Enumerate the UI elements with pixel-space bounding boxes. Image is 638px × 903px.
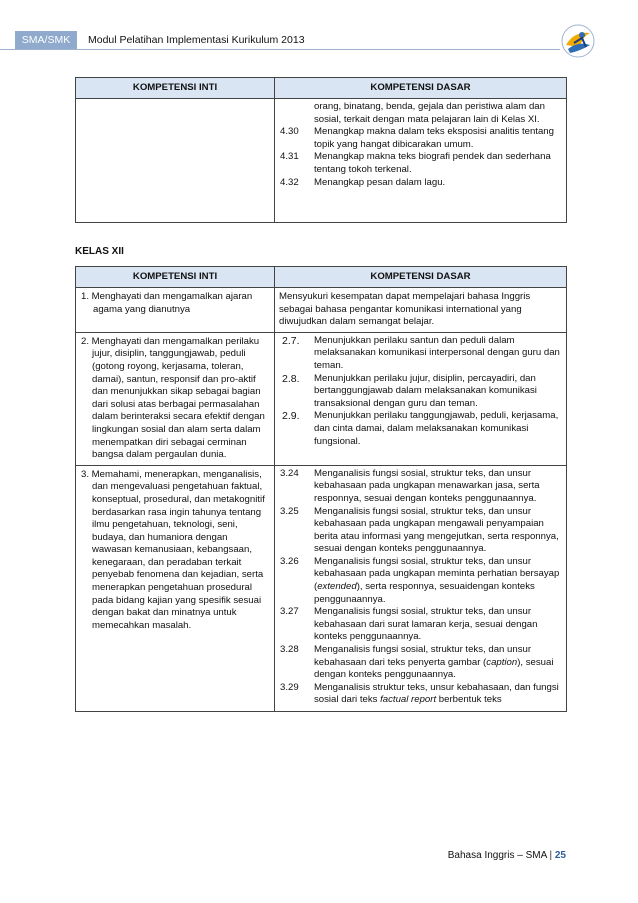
kd-text: Menganalisis fungsi sosial, struktur teks, dan unsur kebahasaan pada ungkapan mengawali penyampaian berita atau informasi yang mengejutkan, serta responnya, sesuai dengan konteks penggunaannya. <box>314 505 559 555</box>
kd-number: 2.8. <box>282 372 300 385</box>
kd-text: Menunjukkan perilaku jujur, disiplin, percayadiri, dan bertanggungjawab dalam melaksanakan komunikasi transaksional dengan guru dan teman. <box>314 372 537 409</box>
kd-number: 3.29 <box>280 681 299 693</box>
kd-text: Menunjukkan perilaku santun dan peduli dalam melaksanakan komunikasi interpersonal dengan guru dan teman. <box>314 334 560 371</box>
kd-number: 3.28 <box>280 644 299 656</box>
section-heading-kelas: KELAS XII <box>75 246 124 257</box>
column-header-kd: KOMPETENSI DASAR <box>275 78 567 99</box>
ki-cell-empty <box>76 99 275 223</box>
kd-cell-2 <box>275 332 567 465</box>
competency-table-kelas-xii <box>75 266 567 712</box>
kd-text: Menganalisis fungsi sosial, struktur teks, dan unsur kebahasaan dari teks penyerta gambar (caption), sesuai dengan konteks penggunaannya. <box>314 644 554 681</box>
kd-item <box>279 410 562 448</box>
kd-item <box>279 506 562 556</box>
kd-item <box>279 644 562 682</box>
kd-cell-1: Mensyukuri kesempatan dapat mempelajari bahasa Inggris sebagai bahasa pengantar komunikasi international yang diwujudkan dalam semangat belajar. <box>275 288 567 333</box>
kd-text: Menangkap pesan dalam lagu. <box>314 176 446 188</box>
ki-cell-1: 1. Menghayati dan mengamalkan ajaran agama yang dianutnya <box>76 288 275 333</box>
kd-item <box>279 177 562 190</box>
kd-number: 3.25 <box>280 505 299 517</box>
header-tag: SMA/SMK <box>15 31 77 49</box>
ministry-logo-icon <box>560 23 596 59</box>
column-header-ki: KOMPETENSI INTI <box>76 78 275 99</box>
kd-item <box>279 151 562 176</box>
kd-item <box>279 373 562 411</box>
kd-text: Menangkap makna teks biografi pendek dan sederhana tentang tokoh terkenal. <box>314 151 551 175</box>
page-footer <box>420 850 566 861</box>
ki-cell-3: 3. Memahami, menerapkan, menganalisis, dan mengevaluasi pengetahuan faktual, konseptual, prosedural, dan metakognitif berdasarkan rasa ingin tahunya tentang ilmu pengetahuan, teknologi, seni, budaya, dan humaniora dengan wawasan kemanusiaan, kebangsaan, kenegaraan, dan peradaban terkait penyebab fenomena dan kejadian, serta menerapkan pengetahuan prosedural pada bidang kajian yang spesifik sesuai dengan bakat dan minatnya untuk memecahkan masalah. <box>76 465 275 711</box>
footer-text: Bahasa Inggris – SMA <box>447 850 547 861</box>
header-rule <box>0 49 560 50</box>
column-header-ki: KOMPETENSI INTI <box>76 267 275 288</box>
kd-item <box>279 126 562 151</box>
header-title: Modul Pelatihan Implementasi Kurikulum 2013 <box>88 34 305 46</box>
column-header-kd: KOMPETENSI DASAR <box>275 267 567 288</box>
competency-table-continued <box>75 77 567 223</box>
kd-number: 2.7. <box>282 334 300 347</box>
kd-cell-3 <box>275 465 567 711</box>
kd-number: 4.32 <box>280 176 299 188</box>
kd-text: Menganalisis fungsi sosial, struktur teks, dan unsur kebahasaan pada ungkapan menawarkan jasa, serta responnya, sesuai dengan konteks penggunaannya. <box>314 467 540 504</box>
kd-text: Menangkap makna dalam teks eksposisi analitis tentang topik yang hangat dibicarakan umum. <box>314 126 554 150</box>
kd-text: Menganalisis struktur teks, unsur kebahasaan, dan fungsi sosial dari teks factual report berbentuk teks <box>314 681 559 706</box>
kd-item <box>279 335 562 373</box>
kd-number: 3.26 <box>280 555 299 567</box>
kd-number: 3.27 <box>280 606 299 618</box>
kd-number: 4.31 <box>280 151 299 163</box>
kd-text: Menganalisis fungsi sosial, struktur teks, dan unsur kebahasaan pada ungkapan meminta perhatian bersayap (extended), serta responnya, sesuaidengan konteks penggunaannya. <box>314 555 560 605</box>
kd-number: 4.30 <box>280 126 299 138</box>
kd-cell <box>275 99 567 223</box>
kd-continuation: orang, binatang, benda, gejala dan peristiwa alam dan sosial, terkait dengan mata pelajaran lain di Kelas XI. <box>314 101 545 125</box>
kd-text: Menganalisis fungsi sosial, struktur teks, dan unsur kebahasaan dari surat lamaran kerja, sesuai dengan konteks penggunaannya. <box>314 606 538 643</box>
kd-number: 3.24 <box>280 467 299 479</box>
kd-text: Menunjukkan perilaku tanggungjawab, peduli, kerjasama, dan cinta damai, dalam melaksanakan komunikasi fungsional. <box>314 410 559 447</box>
kd-item <box>279 556 562 606</box>
footer-separator: | <box>549 850 553 861</box>
page-header <box>0 27 638 53</box>
kd-item <box>279 606 562 644</box>
kd-item <box>279 682 562 707</box>
page-number: 25 <box>554 850 566 861</box>
kd-number: 2.9. <box>282 410 300 423</box>
kd-item <box>279 468 562 506</box>
ki-cell-2: 2. Menghayati dan mengamalkan perilaku jujur, disiplin, tanggungjawab, peduli (gotong royong, kerjasama, toleran, damai), santun, responsif dan pro-aktif dan menunjukkan sikap sebagai bagian dari solusi atas berbagai permasalahan dalam berinteraksi secara efektif dengan lingkungan sosial dan alam serta dalam menempatkan diri sebagai cerminan bangsa dalam pergaulan dunia. <box>76 332 275 465</box>
